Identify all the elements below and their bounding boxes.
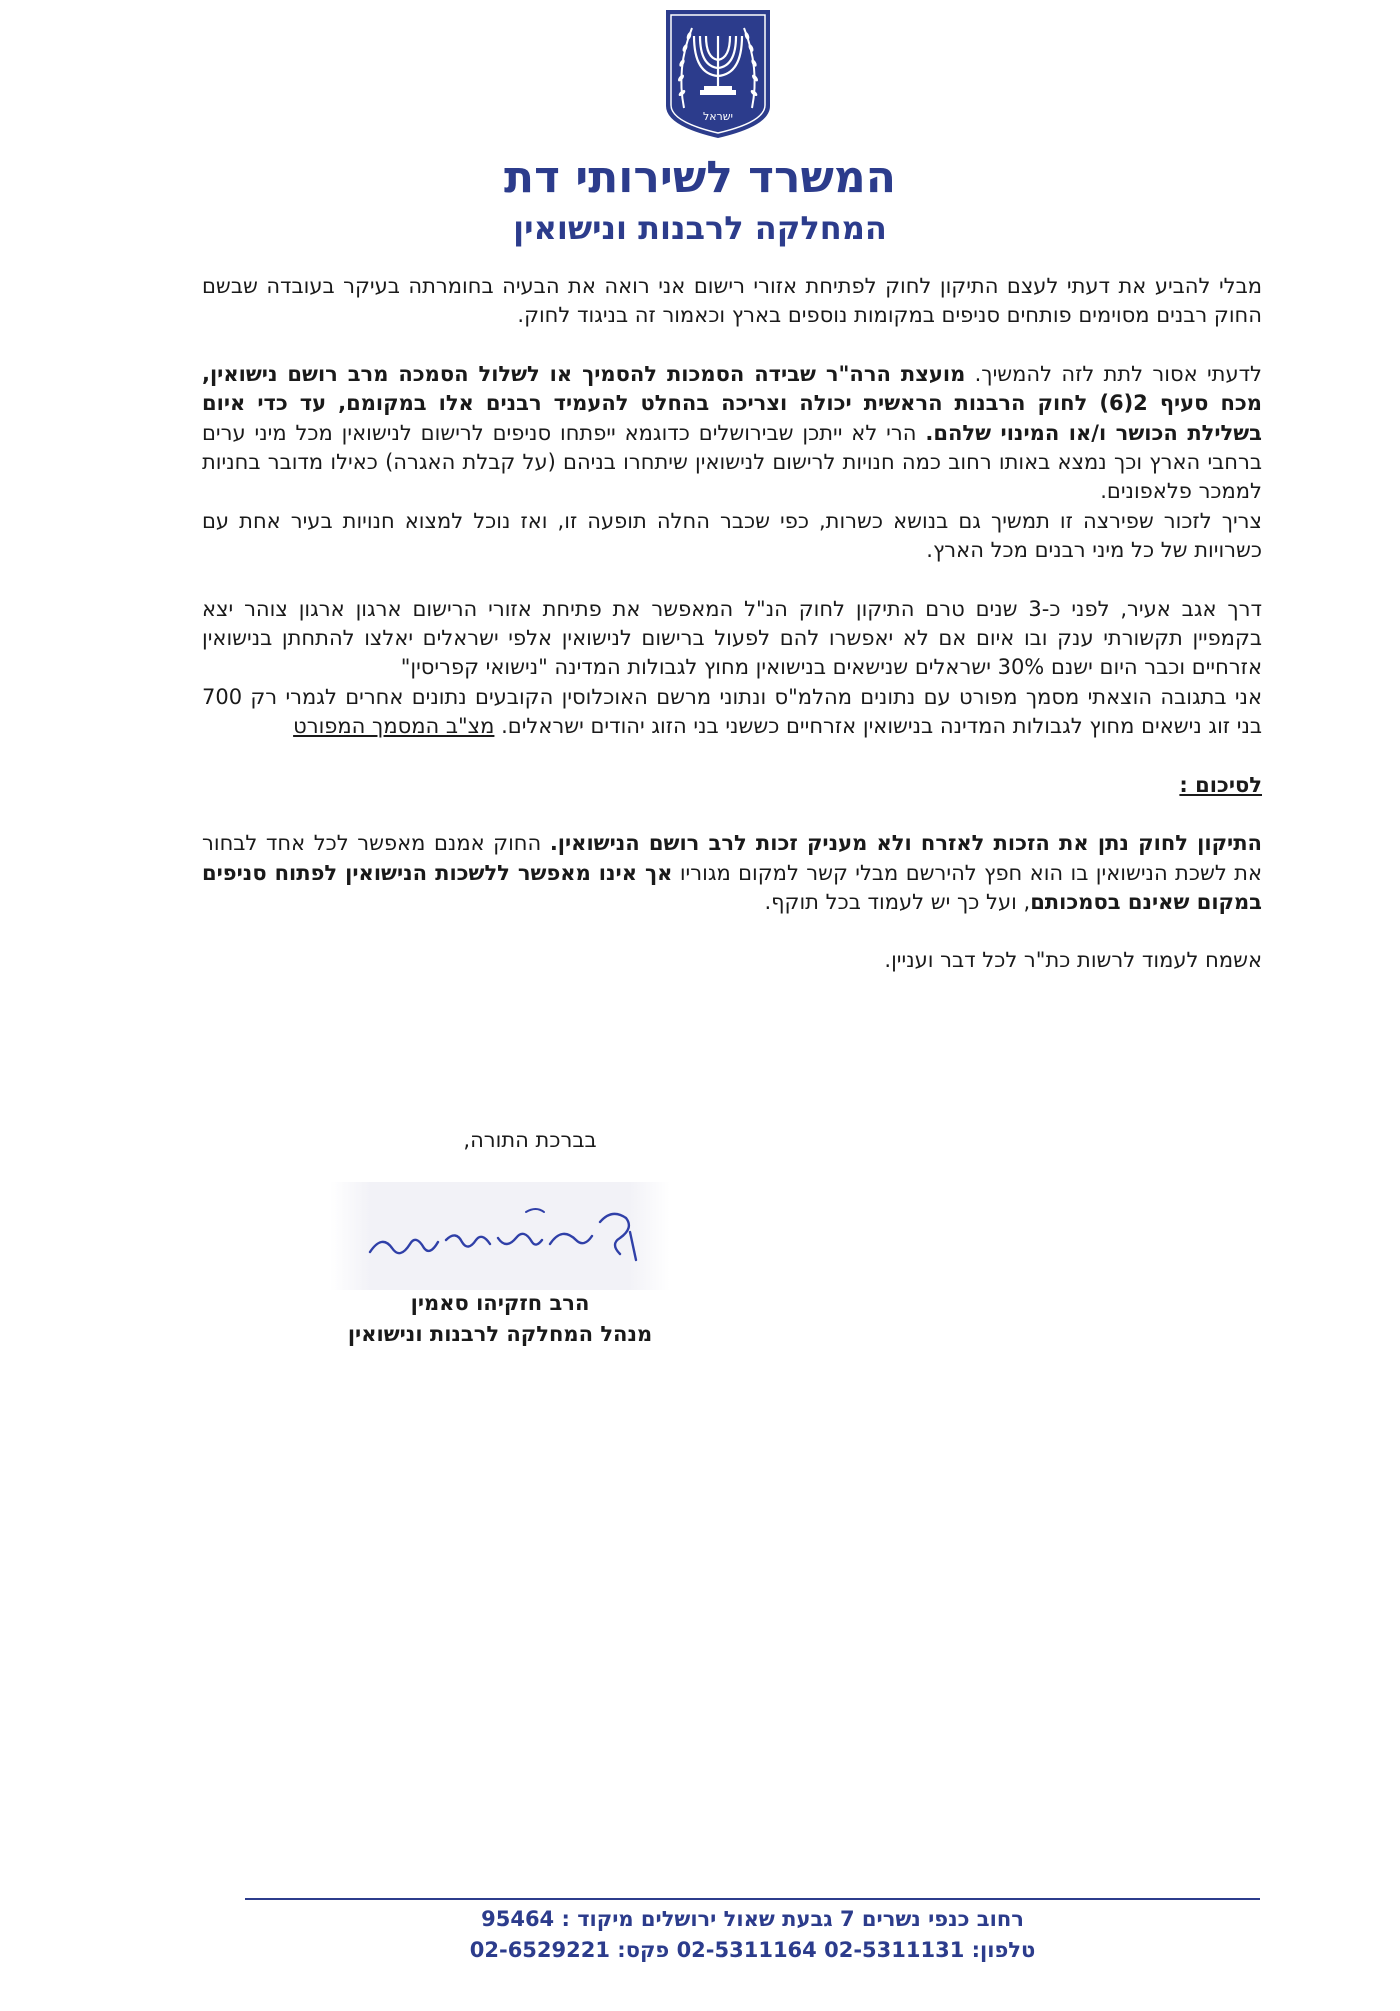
paragraph-1: מבלי להביע את דעתי לעצם התיקון לחוק לפתיחת אזורי רישום אני רואה את הבעיה בחומרתה בעיקר בעובדה שבשם החוק רבנים מסוימים פותחים סניפים במקומות נוספים בארץ וכאמור זה בניגוד לחוק. [202,274,1262,328]
department-name: המחלקה לרבנות ונישואין [513,209,887,247]
letter-body [202,272,1262,1005]
signer-name: הרב חזקיהו סאמין [410,1291,590,1315]
state-emblem-icon [662,8,774,140]
footer [245,1904,1260,1966]
footer-divider [245,1898,1260,1900]
paragraph-5: אשמח לעמוד לרשות כת"ר לכל דבר ועניין. [884,948,1262,973]
closing-greeting: בברכת התורה, [463,1128,597,1152]
footer-address: רחוב כנפי נשרים 7 גבעת שאול ירושלים מיקוד : 95464 [481,1907,1024,1931]
signer-block [250,1288,750,1350]
paragraph-2: לדעתי אסור לתת לזה להמשיך. מועצת הרה"ר שבידה הסמכות להסמיך או לשלול הסמכה מרב רושם נישואין, מכח סעיף 2(6) לחוק הרבנות הראשית יכולה וצריכה בהחלט להעמיד רבנים אלו במקומם, עד כדי איום בשלילת הכושר ו/או המינוי שלהם. הרי לא ייתכן שבירושלים כדוגמא ייפתחו סניפים לרישום לנישואין מכל מיני ערים ברחבי הארץ וכך נמצא באותו רחוב כמה חנויות לרישום לנישואין שיתחרו בניהם (על קבלת האגרה) כאילו מדובר בחניות לממכר פלאפונים. [202,361,1262,504]
paragraph-3: דרך אגב אעיר, לפני כ-3 שנים טרם התיקון לחוק הנ"ל המאפשר את פתיחת אזורי הרישום ארגון ארגון צוהר יצא בקמפיין תקשורתי ענק ובו איום אם לא יאפשרו להם לפעול ברישום לנישואין אלפי ישראלים יאלצו להתחתן בנישואין אזרחיים וכבר היום ישנם 30% ישראלים שנישאים בנישואין מחוץ לגבולות המדינה "נישואי קפריסין" [202,596,1262,680]
paragraph-3-continued: אני בתגובה הוצאתי מסמך מפורט עם נתונים מהלמ"ס ונתוני מרשם האוכלוסין הקובעים נתונים אחרים לגמרי רק 700 בני זוג נישאים מחוץ לגבולות המדינה בנישואין אזרחיים כששני בני הזוג יהודים ישראלים. מצ"ב המסמך המפורט [202,684,1262,739]
summary-heading: לסיכום : [1179,772,1262,797]
ministry-name: המשרד לשירותי דת [504,152,896,203]
footer-phones: טלפון: 02-5311131 02-5311164 פקס: 02-6529221 [469,1938,1036,1962]
attached-document-link[interactable]: מצ"ב המסמך המפורט [293,714,495,739]
paragraph-4: התיקון לחוק נתן את הזכות לאזרח ולא מעניק זכות לרב רושם הנישואין. החוק אמנם מאפשר לכל אחד לבחור את לשכת הנישואין בו הוא חפץ להירשם מבלי קשר למקום מגוריו אך אינו מאפשר ללשכות הנישואין לפתוח סניפים במקום שאינם בסמכותם, ועל כך יש לעמוד בכל תוקף. [202,831,1262,914]
paragraph-2-continued: צריך לזכור שפירצה זו תמשיך גם בנושא כשרות, כפי שכבר החלה תופעה זו, ואז נוכל למצוא חנויות בעיר אחת עם כשרויות של כל מיני רבנים מכל הארץ. [202,508,1262,563]
letterhead [300,150,1100,250]
handwritten-signature [330,1182,670,1290]
emblem-label: ישראל [702,110,734,123]
signer-title: מנהל המחלקה לרבנות ונישואין [347,1322,653,1346]
